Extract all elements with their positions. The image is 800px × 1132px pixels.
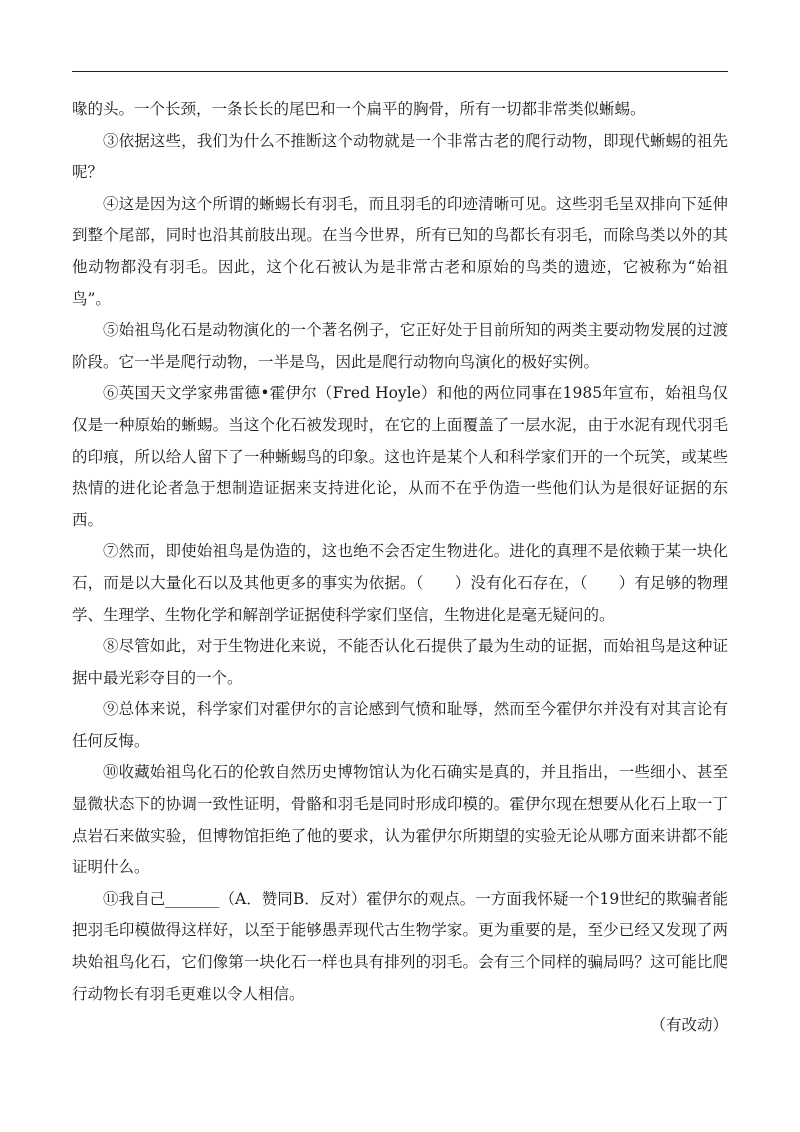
paragraph-4: ④这是因为这个所谓的蜥蜴长有羽毛，而且羽毛的印迹清晰可见。这些羽毛呈双排向下延伸到整个尾部，同时也沿其前肢出现。在当今世界，所有已知的鸟都长有羽毛，而除鸟类以外的其他动物都没有羽毛。因此，这个化石被认为是非常古老和原始的鸟类的遗迹，它被称为“始祖鸟”。 — [72, 194, 728, 308]
paragraph-continued: 喙的头。一个长颈，一条长长的尾巴和一个扁平的胸骨，所有一切都非常类似蜥蜴。 — [72, 100, 646, 118]
paragraph-3: ③依据这些，我们为什么不推断这个动物就是一个非常古老的爬行动物，即现代蜥蜴的祖先呢？ — [72, 131, 728, 182]
header-rule — [72, 71, 728, 72]
paragraph-9: ⑨总体来说，科学家们对霍伊尔的言论感到气愤和耻辱，然而至今霍伊尔并没有对其言论有任何反悔。 — [72, 700, 728, 750]
paragraph-5: ⑤始祖鸟化石是动物演化的一个著名例子，它正好处于目前所知的两类主要动物发展的过渡阶段。它一半是爬行动物，一半是鸟，因此是爬行动物向鸟演化的极好实例。 — [72, 321, 728, 371]
paragraph-6: ⑥英国天文学家弗雷德•霍伊尔（Fred Hoyle）和他的两位同事在1985年宣布，始祖鸟仅仅是一种原始的蜥蜴。当这个化石被发现时，在它的上面覆盖了一层水泥，由于水泥有现代羽毛的印痕，所以给人留下了一种蜥蜴鸟的印象。这也许是某个人和科学家们开的一个玩笑，或某些热情的进化论者急于想制造证据来支持进化论，从而不在乎伪造一些他们认为是很好证据的东西。 — [72, 384, 728, 529]
paragraph-10: ⑩收藏始祖鸟化石的伦敦自然历史博物馆认为化石确实是真的，并且指出，一些细小、甚至显微状态下的协调一致性证明，骨骼和羽毛是同时形成印模的。霍伊尔现在想要从化石上取一丁点岩石来做实验，但博物馆拒绝了他的要求，认为霍伊尔所期望的实验无论从哪方面来讲都不能证明什么。 — [72, 763, 728, 877]
paragraph-11: ⑪我自己_______（A．赞同B．反对）霍伊尔的观点。一方面我怀疑一个19世纪的欺骗者能把羽毛印模做得这样好，以至于能够愚弄现代古生物学家。更为重要的是，至少已经又发现了两块始祖鸟化石，它们像第一块化石一样也具有排列的羽毛。会有三个同样的骗局吗？这可能比爬行动物长有羽毛更难以令人相信。 — [72, 889, 728, 1003]
paragraph-7: ⑦然而，即使始祖鸟是伪造的，这也绝不会否定生物进化。进化的真理不是依赖于某一块化石，而是以大量化石以及其他更多的事实为依据。（ ）没有化石存在，（ ）有足够的物理学、生理学、生物化学和解剖学证据使科学家们坚信，生物进化是毫无疑问的。 — [72, 542, 728, 624]
article-body — [72, 94, 728, 1042]
paragraph-8: ⑧尽管如此，对于生物进化来说，不能否认化石提供了最为生动的证据，而始祖鸟是这种证据中最光彩夺目的一个。 — [72, 637, 728, 687]
source-note: （有改动） — [650, 1016, 728, 1035]
